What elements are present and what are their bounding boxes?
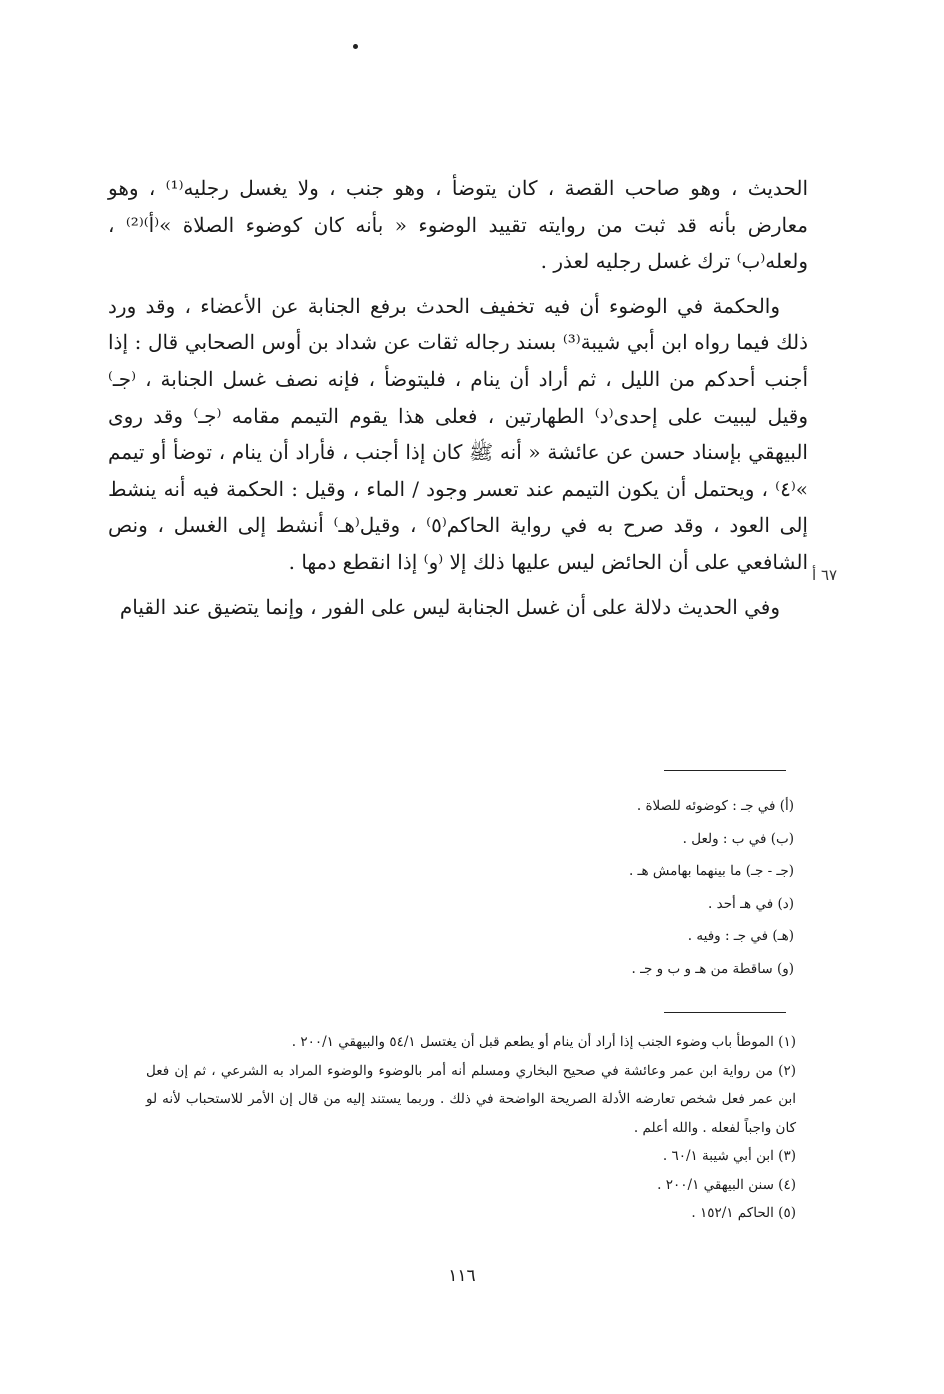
source-footnotes [146,1028,796,1228]
main-paragraph-3: وفي الحديث دلالة على أن غسل الجنابة ليس على الفور ، وإنما يتضيق عند القيام [119,594,780,619]
variant-note: (أ) في جـ : كوضوئه للصلاة . [636,798,794,814]
variant-note: (ب) في ب : ولعل . [682,830,794,847]
page-number: ١١٦ [448,1266,476,1286]
main-body-text [108,170,808,625]
variant-note: (هـ) في جـ : وفيه . [687,928,794,944]
footnote-divider-variants [664,770,786,771]
source-note: (١) الموطأ باب وضوء الجنب إذا أراد أن ينام أو يطعم قبل أن يغتسل ٥٤/١ والبيهقي ٢٠٠/١ . [291,1034,796,1050]
source-note: (٣) ابن أبي شيبة ٦٠/١ . [662,1148,796,1164]
main-paragraph-2: والحكمة في الوضوء أن فيه تخفيف الحدث برفع الجنابة عن الأعضاء ، وقد ورد ذلك فيما رواه ابن أبي شيبة⁽³⁾ بسند رجاله ثقات عن شداد بن أوس الصحابي قال : إذا أجنب أحدكم من الليل ، ثم أراد أن ينام ، فليتوضأ ، فإنه نصف غسل الجنابة ، ⁽جـ⁾ وقيل ليبيت على إحدى⁽د⁾ الطهارتين ، فعلى هذا يقوم التيمم مقامه ⁽جـ⁾ وقد روى البيهقي بإسناد حسن عن عائشة « أنه ﷺ كان إذا أجنب ، فأراد أن ينام ، توضأ أو تيمم »⁽٤⁾ ، ويحتمل أن يكون التيمم عند تعسر وجود / الماء ، وقيل : الحكمة فيه أنه ينشط إلى العود ، وقد صرح به في رواية الحاكم⁽٥⁾ ، وقيل⁽هـ⁾ أنشط إلى الغسل ، ونص الشافعي على أن الحائض ليس عليها ذلك إلا ⁽و⁾ إذا انقطع دمها . [108,293,808,574]
footnote-divider-sources [664,1012,786,1013]
main-paragraph-1: الحديث ، وهو صاحب القصة ، كان يتوضأ ، وهو جنب ، ولا يغسل رجليه⁽¹⁾ ، وهو معارض بأنه قد ثبت من روايته تقييد الوضوء « بأنه كان كوضوء الصلاة »⁽أ⁾⁽²⁾ ، ولعله⁽ب⁾ ترك غسل رجليه لعذر . [108,176,808,274]
page-mark-dot [353,44,358,49]
variant-note: (د) في هـ أحد . [708,895,794,912]
variant-note: (جـ - جـ) ما بينهما بهامش هـ . [628,863,794,879]
source-note: (٥) الحاكم ١٥٢/١ . [691,1205,796,1221]
variant-footnotes [374,790,794,985]
source-note: (٢) من رواية ابن عمر وعائشة في صحيح البخاري ومسلم أنه أمر بالوضوء والوضوء المراد به الشرعي ، ثم إن فعل ابن عمر فعل شخص تعارضه الأدلة الصريحة الواضحة في ذلك . وربما يستند إليه من قال إن الأمر للاستحباب لأنه لو كان واجباً لفعله . والله أعلم . [146,1062,796,1136]
source-note: (٤) سنن البيهقي ٢٠٠/١ . [657,1176,796,1193]
variant-note: (و) ساقطة من هـ و ب و جـ . [631,960,794,977]
margin-folio-note: ٦٧ أ [812,566,838,584]
